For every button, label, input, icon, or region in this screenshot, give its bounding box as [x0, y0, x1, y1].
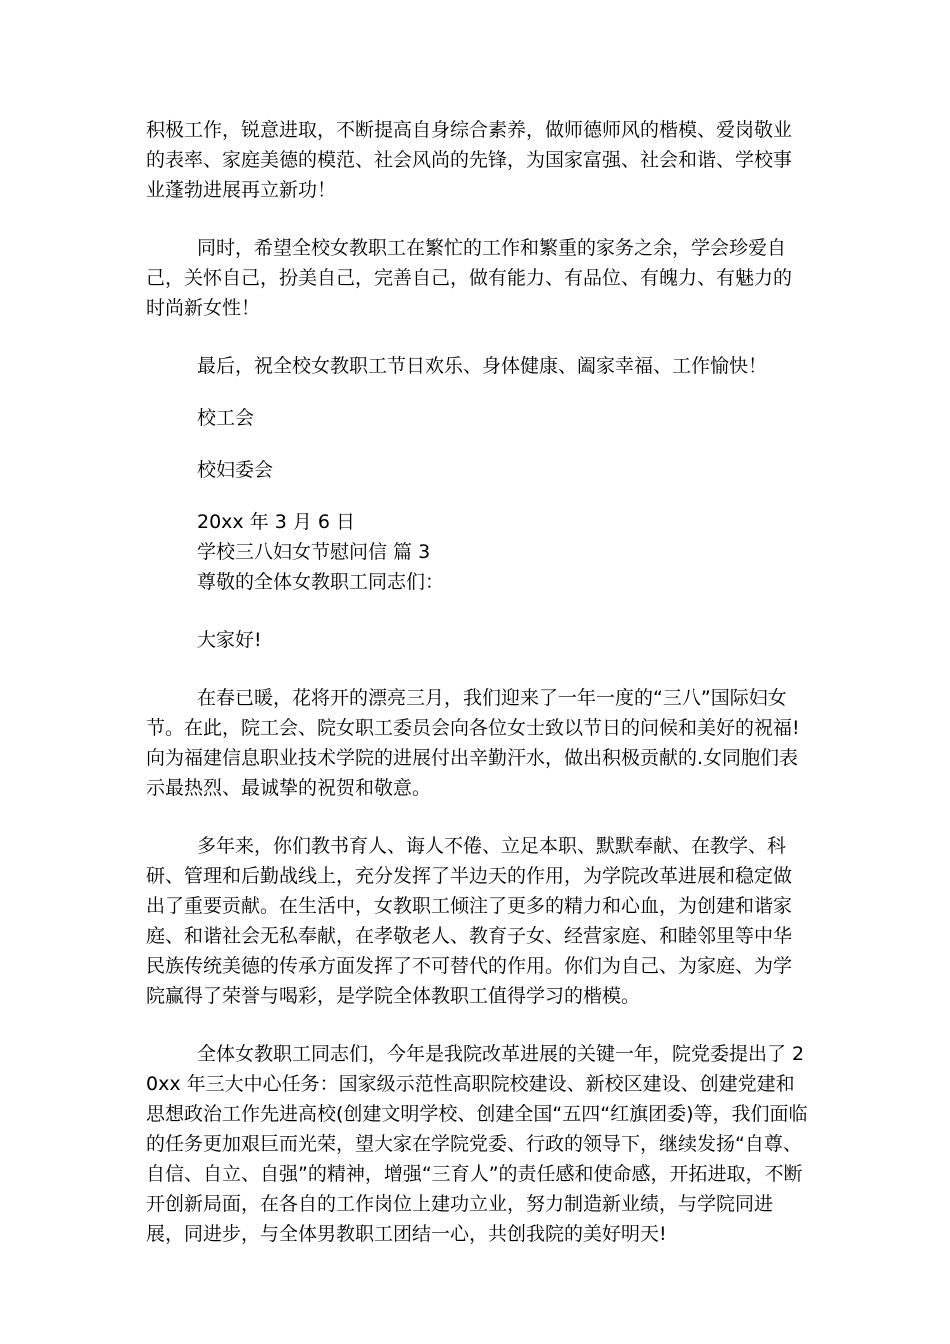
signature-women-committee: 校妇委会: [197, 459, 274, 481]
paragraph-wishes: 同时，希望全校女教职工在繁忙的工作和繁重的家务之余，学会珍爱自己，关怀自己，扮美自己，完善自己，做有能力、有品位、有魄力、有魅力的时尚新女性！: [146, 237, 793, 319]
letter-date: 20xx 年 3 月 6 日: [197, 511, 356, 533]
document-page: [146, 115, 810, 1249]
paragraph-intro: 在春已暖，花将开的漂亮三月，我们迎来了一年一度的“三八”国际妇女节。在此，院工会、院女职工委员会向各位女士致以节日的问候和美好的祝福!向为福建信息职业技术学院的进展付出辛勤汗水，做出积极贡献的.女同胞们表示最热烈、最诚挚的祝贺和敬意。: [146, 687, 800, 799]
greeting: 大家好!: [197, 629, 262, 651]
paragraph-contributions: 多年来，你们教书育人、诲人不倦、立足本职、默默奉献、在教学、科研、管理和后勤战线上，充分发挥了半边天的作用，为学院改革进展和稳定做出了重要贡献。在生活中，女教职工倾注了更多的精力和心血，为创建和谐家庭、和谐社会无私奉献，在孝敬老人、教育子女、经营家庭、和睦邻里等中华民族传统美德的传承方面发挥了不可替代的作用。你们为自己、为家庭、为学院赢得了荣誉与喝彩，是学院全体教职工值得学习的楷模。: [146, 835, 793, 1007]
paragraph-tasks: 全体女教职工同志们，今年是我院改革进展的关键一年，院党委提出了 20xx 年三大中心任务：国家级示范性高职院校建设、新校区建设、创建党建和思想政治工作先进高校(创建文明学校、创建全国“五四“红旗团委)等，我们面临的任务更加艰巨而光荣，望大家在学院党委、行政的领导下，继续发扬“自尊、自信、自立、自强”的精神，增强“三育人”的责任感和使命感，开拓进取，不断开创新局面，在各自的工作岗位上建功立业，努力制造新业绩，与学院同进展，同进步，与全体男教职工团结一心，共创我院的美好明天!: [146, 1043, 808, 1245]
signature-union: 校工会: [197, 407, 255, 429]
salutation: 尊敬的全体女教职工同志们：: [197, 571, 445, 593]
paragraph-continued: 积极工作，锐意进取，不断提高自身综合素养，做师德师风的楷模、爱岗敬业的表率、家庭美德的模范、社会风尚的先锋，为国家富强、社会和谐、学校事业蓬勃进展再立新功！: [146, 119, 793, 201]
section-title: 学校三八妇女节慰问信 篇 3: [197, 541, 431, 563]
paragraph-closing: 最后，祝全校女教职工节日欢乐、身体健康、阖家幸福、工作愉快！: [197, 355, 768, 377]
